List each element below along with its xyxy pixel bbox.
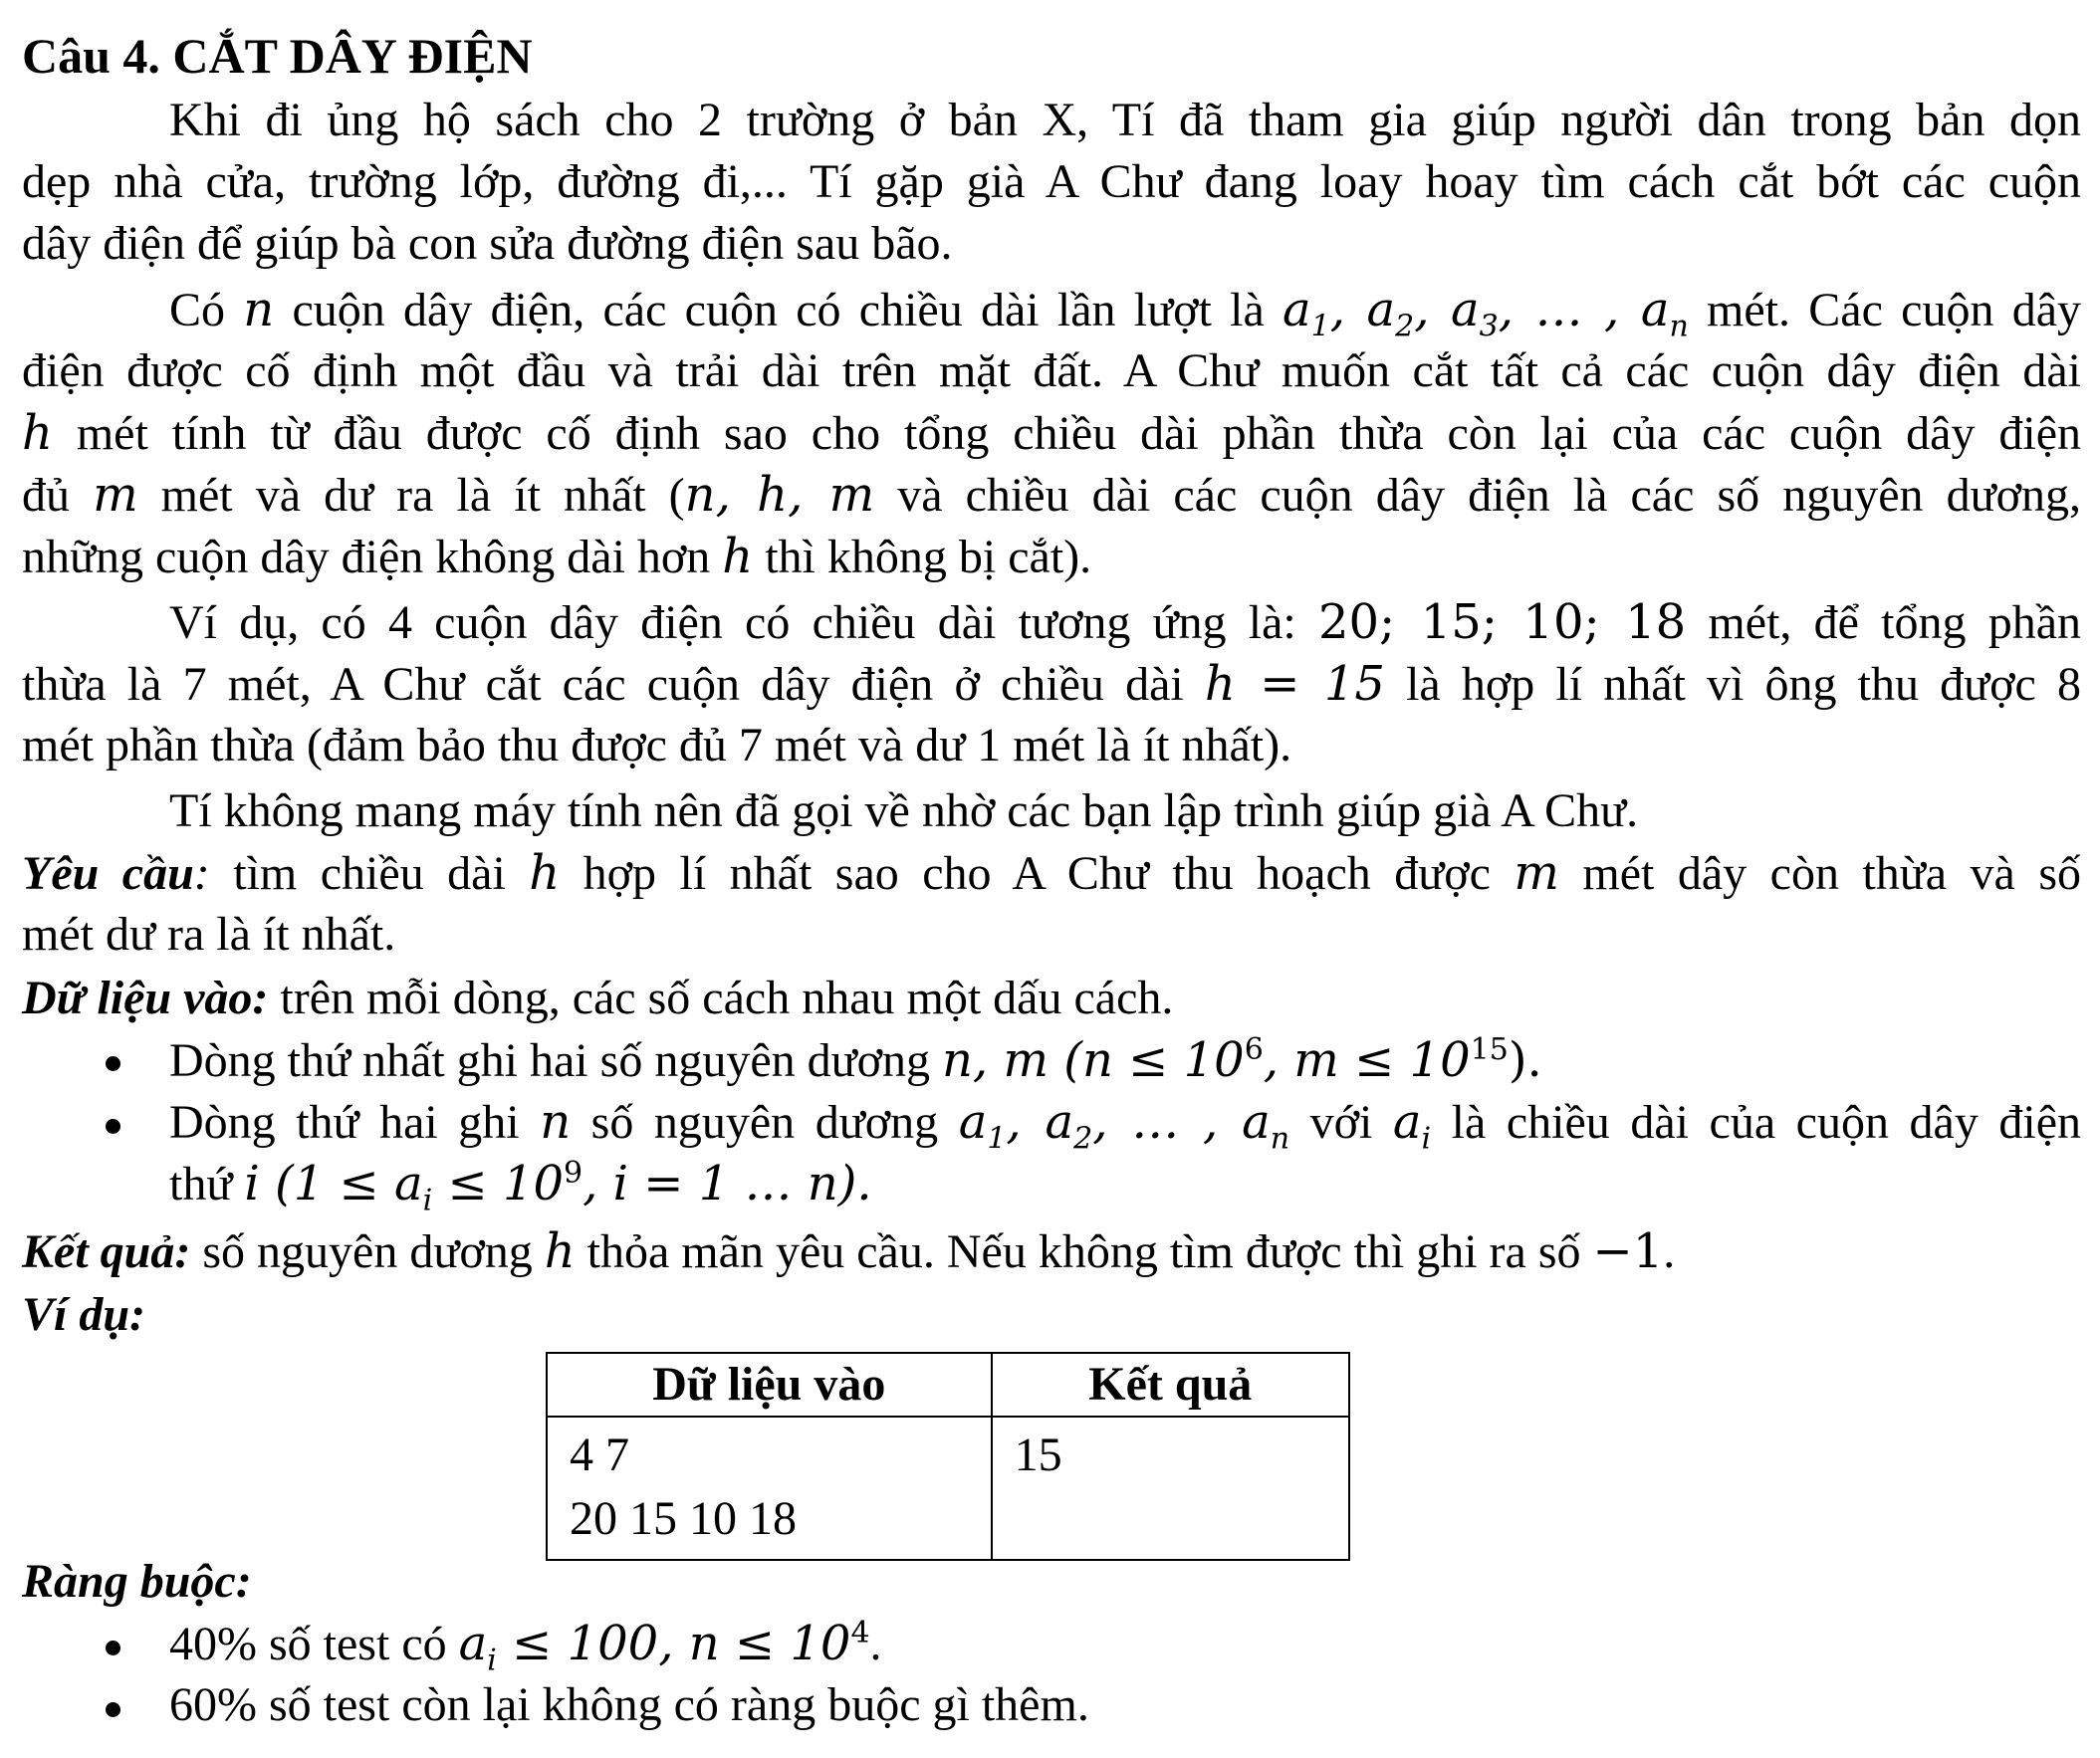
- bullet-icon: [106, 1641, 120, 1655]
- input-section-line: [22, 970, 1173, 1027]
- desc-line-3: [22, 404, 2081, 463]
- requirement-line-2: mét dư ra là ít nhất.: [22, 908, 396, 961]
- example-line-3: mét phần thừa (đảm bảo thu được đủ 7 mét và dư 1 mét là ít nhất).: [22, 719, 1292, 771]
- math: ≤ 100, n ≤ 10: [496, 1616, 851, 1671]
- example-h-eq: h = 15: [1204, 656, 1385, 712]
- subscript: i: [422, 1183, 433, 1218]
- example-text: thừa là 7 mét, A Chư cắt các cuộn dây điện ở chiều dài: [22, 658, 1205, 711]
- input-bullet-2-line-2: [169, 1155, 872, 1218]
- example-table: [546, 1352, 1350, 1561]
- desc-line-1: [169, 281, 2082, 344]
- requirement-colon: :: [193, 847, 210, 900]
- requirement-line-1: [22, 844, 2081, 903]
- desc-text: những cuộn dây điện không dài hơn: [22, 531, 723, 583]
- input-bullet-1: [169, 1031, 1542, 1090]
- constraint-text: 40% số test có: [169, 1618, 459, 1670]
- table-cell-output: [992, 1417, 1349, 1560]
- constraint: (n ≤ 10: [1048, 1032, 1245, 1088]
- input-line: 20 15 10 18: [570, 1492, 797, 1545]
- constraint-end: ).: [1508, 1032, 1542, 1088]
- seq-a1-an: $a_1$, $a_2$, $a_3$, … , $a_n$: [1283, 282, 1689, 344]
- constraint-bullet-2: 60% số test còn lại không có ràng buộc gì thêm.: [169, 1678, 1089, 1731]
- example-text: là hợp lí nhất vì ông thu được 8: [1384, 658, 2081, 711]
- input-label: Dữ liệu vào:: [22, 972, 269, 1024]
- table-header-output: Kết quả: [992, 1353, 1349, 1417]
- bullet-text: Dòng thứ hai ghi: [169, 1096, 541, 1149]
- vars-nhm: n, h, m: [684, 467, 875, 523]
- desc-text: mét. Các cuộn dây: [1688, 284, 2082, 336]
- example-line-2: [22, 655, 2081, 714]
- table-header-input: Dữ liệu vào: [547, 1353, 992, 1417]
- bullet-text: thứ: [169, 1158, 245, 1210]
- constraint: , m ≤ 10: [1263, 1032, 1471, 1088]
- var-ai: $a_i$: [1392, 1094, 1432, 1157]
- intro-line-3: dây điện để giúp bà con sửa đường điện sau bão.: [22, 217, 953, 270]
- bullet-text: Dòng thứ nhất ghi hai số nguyên dương: [169, 1034, 943, 1087]
- desc-text: thì không bị cắt).: [753, 531, 1092, 583]
- output-text: số nguyên dương: [190, 1225, 545, 1278]
- desc-text: đủ: [22, 469, 94, 522]
- bullet-icon: [106, 1702, 120, 1717]
- bullet-text: với: [1289, 1096, 1393, 1149]
- var-i: i: [244, 1156, 260, 1211]
- bullet-text: là chiều dài của cuộn dây điện: [1431, 1096, 2082, 1149]
- subscript: i: [487, 1643, 497, 1678]
- var-m: m: [93, 467, 138, 523]
- input-line: 4 7: [570, 1428, 629, 1481]
- input-intro-text: trên mỗi dòng, các số cách nhau một dấu cách.: [268, 972, 1174, 1024]
- constraint: ≤ 10: [432, 1156, 565, 1211]
- constraint: (1 ≤ a: [259, 1156, 423, 1211]
- desc-line-5: [22, 528, 1091, 586]
- constraint-bullet-1: [169, 1615, 882, 1678]
- bullet-icon: [106, 1056, 120, 1071]
- desc-text: và chiều dài các cuộn dây điện là các số nguyên dương,: [874, 469, 2082, 522]
- intro-line-1: Khi đi ủng hộ sách cho 2 trường ở bản X, Tí đã tham gia giúp người dân trong bản dọn: [169, 94, 2081, 146]
- desc-line-2: điện được cố định một đầu và trải dài trên mặt đất. A Chư muốn cắt tất cả các cuộn dây điện dài: [22, 344, 2081, 397]
- desc-text: mét tính từ đầu được cố định sao cho tổng chiều dài phần thừa còn lại của các cuộn dây điện: [52, 407, 2081, 460]
- output-text: .: [1663, 1225, 1676, 1278]
- table-row: [547, 1417, 1349, 1560]
- exponent: 6: [1244, 1032, 1264, 1067]
- requirement-text: hợp lí nhất sao cho A Chư thu hoạch được: [560, 847, 1515, 900]
- desc-text: mét và dư ra là ít nhất (: [137, 469, 685, 522]
- problem-title: Câu 4. CẮT DÂY ĐIỆN: [22, 28, 533, 84]
- output-text: thỏa mãn yêu cầu. Nếu không tìm được thì ghi ra số: [575, 1225, 1593, 1278]
- math: a: [458, 1616, 488, 1671]
- example-text: Ví dụ, có 4 cuộn dây điện có chiều dài tương ứng là:: [169, 596, 1318, 649]
- example-line-1: [169, 593, 2081, 652]
- output-section-line: [22, 1222, 1675, 1281]
- example-values: 20; 15; 10; 18: [1317, 594, 1687, 650]
- requirement-text: tìm chiều dài: [209, 847, 530, 900]
- exponent: 15: [1470, 1032, 1509, 1067]
- var-m: m: [1514, 845, 1559, 901]
- var-h: h: [544, 1223, 576, 1279]
- requirement-text: mét dây còn thừa và số: [1558, 847, 2081, 900]
- output-label: Kết quả:: [22, 1225, 191, 1278]
- var-n: n: [243, 282, 275, 337]
- var-h: h: [722, 529, 754, 584]
- exponent: 4: [850, 1616, 870, 1650]
- seq-a1-an: $a_1$, $a_2$, … , $a_n$: [958, 1094, 1290, 1157]
- intro-line-2: dẹp nhà cửa, trường lớp, đường đi,... Tí gặp già A Chư đang loay hoay tìm cách cắt bớt các cuộn: [22, 155, 2081, 208]
- call-line: Tí không mang máy tính nên đã gọi về nhờ các bạn lập trình giúp già A Chư.: [169, 784, 1639, 837]
- bullet-text: số nguyên dương: [571, 1096, 959, 1149]
- vars-nm: n, m: [942, 1032, 1049, 1088]
- input-bullet-2: [169, 1093, 2082, 1157]
- constraint: , i = 1 … n).: [583, 1156, 872, 1211]
- desc-text: cuộn dây điện, các cuộn có chiều dài lần lượt là: [274, 284, 1283, 336]
- table-cell-input: [547, 1417, 992, 1560]
- requirement-label: Yêu cầu: [22, 847, 194, 900]
- example-label: Ví dụ:: [22, 1288, 146, 1341]
- desc-text: Có: [169, 284, 244, 336]
- var-h: h: [529, 845, 561, 901]
- output-value: 15: [1014, 1428, 1062, 1481]
- table-header-row: [547, 1353, 1349, 1417]
- neg-one: −1: [1592, 1223, 1664, 1279]
- constraint-end: .: [869, 1618, 882, 1670]
- desc-line-4: [22, 466, 2081, 525]
- exponent: 9: [564, 1156, 583, 1191]
- constraints-label: Ràng buộc:: [22, 1555, 252, 1608]
- var-n: n: [540, 1094, 572, 1150]
- example-text: mét, để tổng phần: [1686, 596, 2081, 649]
- bullet-icon: [106, 1119, 120, 1134]
- var-h: h: [22, 405, 53, 461]
